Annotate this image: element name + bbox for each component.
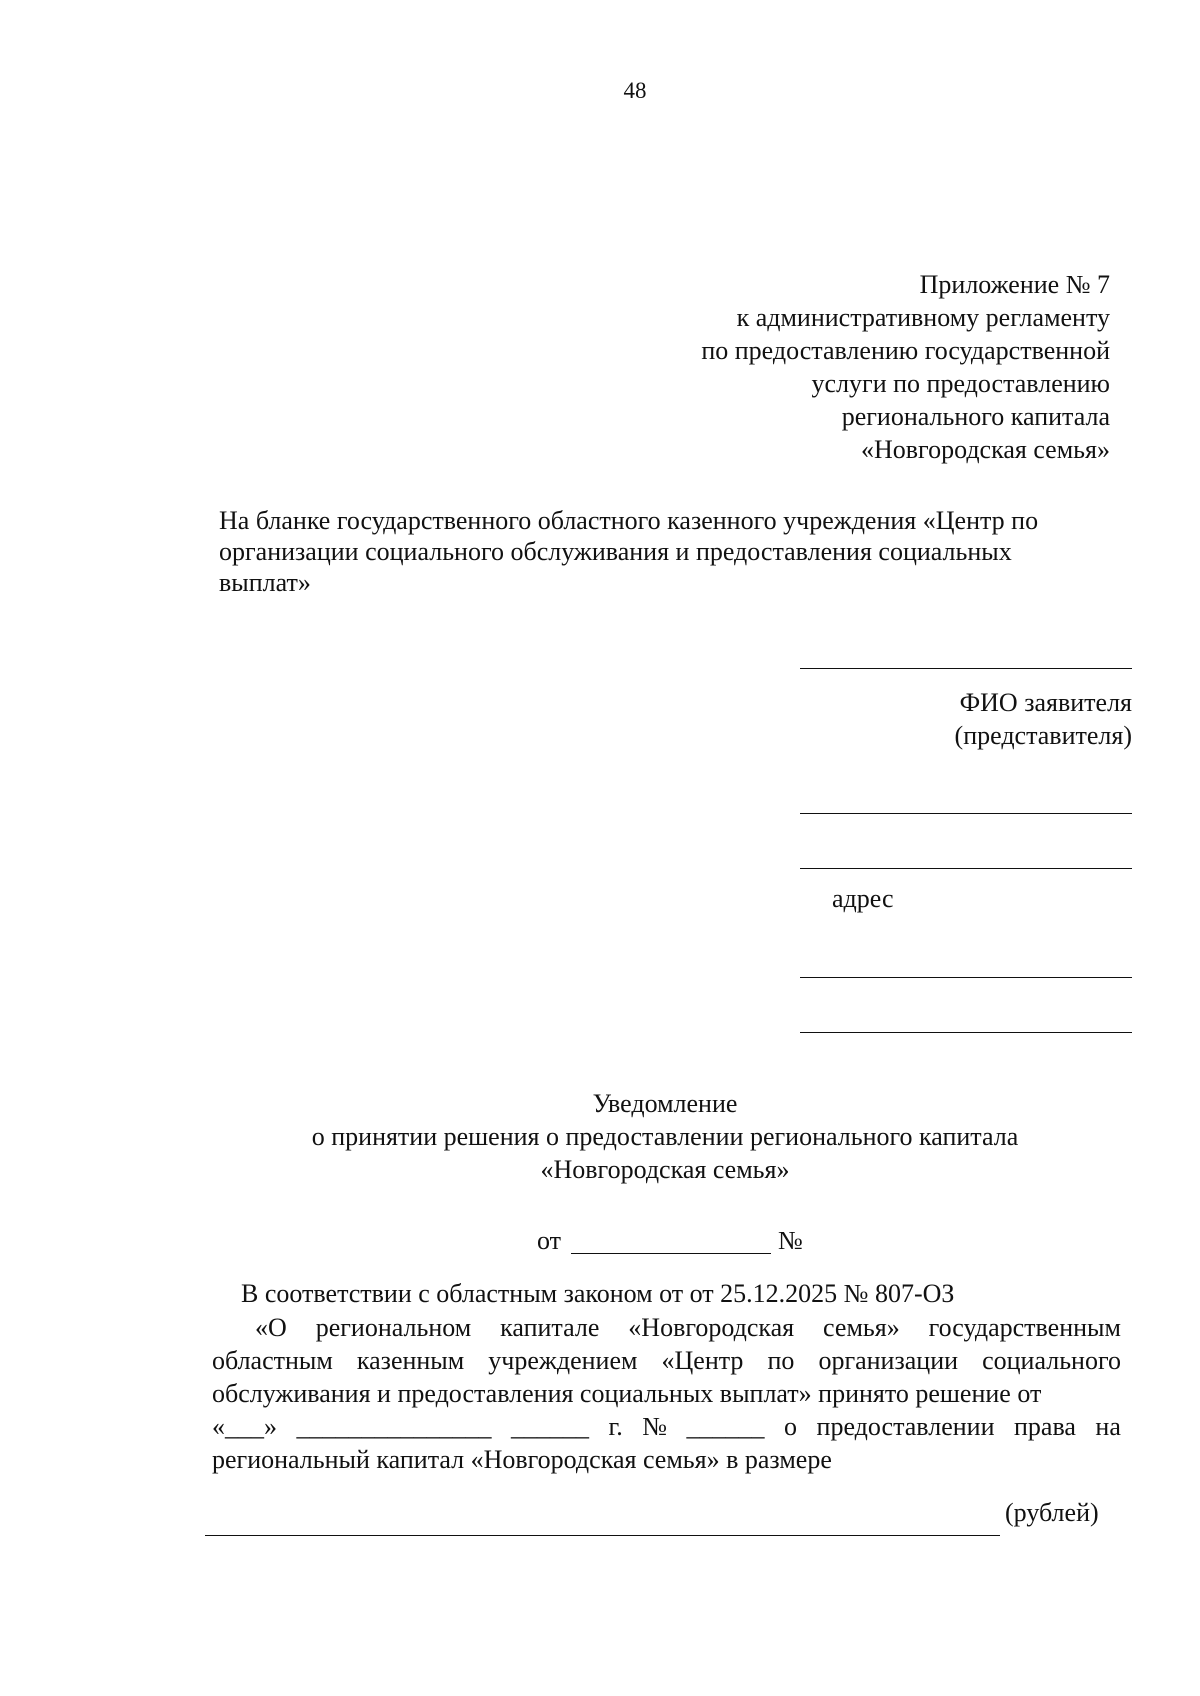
- amount-blank: [205, 1535, 1000, 1536]
- number-sign: №: [778, 1226, 803, 1255]
- letterhead-note: [219, 505, 1119, 598]
- appendix-line: по предоставлению государственной: [701, 336, 1110, 365]
- appendix-line: «Новгородская семья»: [861, 435, 1110, 464]
- notice-subheading: о принятии решения о предоставлении регионального капитала: [311, 1122, 1019, 1151]
- address-line: [800, 868, 1132, 869]
- date-from-label: от: [537, 1226, 562, 1255]
- letterhead-line: выплат»: [219, 568, 311, 597]
- date-blank: [571, 1253, 771, 1254]
- appendix-number: Приложение № 7: [919, 270, 1110, 299]
- body-line: областным казенным учреждением «Центр по организации социального: [212, 1346, 1121, 1375]
- body-line-decision-date: «___» _______________ ______ г. № ______ о предоставлении права на: [212, 1412, 1121, 1441]
- appendix-line: к административному регламенту: [736, 303, 1110, 332]
- address-line: [800, 1032, 1132, 1033]
- applicant-name-line: [800, 668, 1132, 669]
- applicant-name-label: ФИО заявителя (представителя): [954, 688, 1132, 750]
- address-line: [800, 813, 1132, 814]
- letterhead-line: организации социального обслуживания и предоставления социальных: [219, 537, 1012, 566]
- address-line: [800, 977, 1132, 978]
- body-line: В соответствии с областным законом от от 25.12.2025 № 807-ОЗ: [241, 1279, 955, 1308]
- year-blank: ______: [511, 1412, 589, 1441]
- notice-heading: Уведомление: [592, 1089, 738, 1118]
- appendix-header: [550, 268, 1110, 466]
- appendix-line: услуги по предоставлению: [811, 369, 1110, 398]
- month-blank: _______________: [296, 1412, 492, 1441]
- body-line: региональный капитал «Новгородская семья» в размере: [212, 1445, 832, 1474]
- notice-subheading: «Новгородская семья»: [540, 1155, 790, 1184]
- address-label: адрес: [832, 884, 894, 913]
- day-blank: «___»: [212, 1412, 277, 1441]
- letterhead-line: На бланке государственного областного казенного учреждения «Центр по: [219, 506, 1039, 535]
- page-number: 48: [623, 78, 647, 103]
- notice-title: [0, 1087, 1200, 1186]
- date-number-line: [537, 1225, 561, 1256]
- amount-unit: (рублей): [1005, 1498, 1099, 1527]
- body-line: «О региональном капитале «Новгородская семья» государственным: [255, 1313, 1121, 1342]
- decision-number-blank: ______: [686, 1412, 765, 1441]
- appendix-line: регионального капитала: [841, 402, 1110, 431]
- body-line: обслуживания и предоставления социальных выплат» принято решение от: [212, 1379, 1042, 1408]
